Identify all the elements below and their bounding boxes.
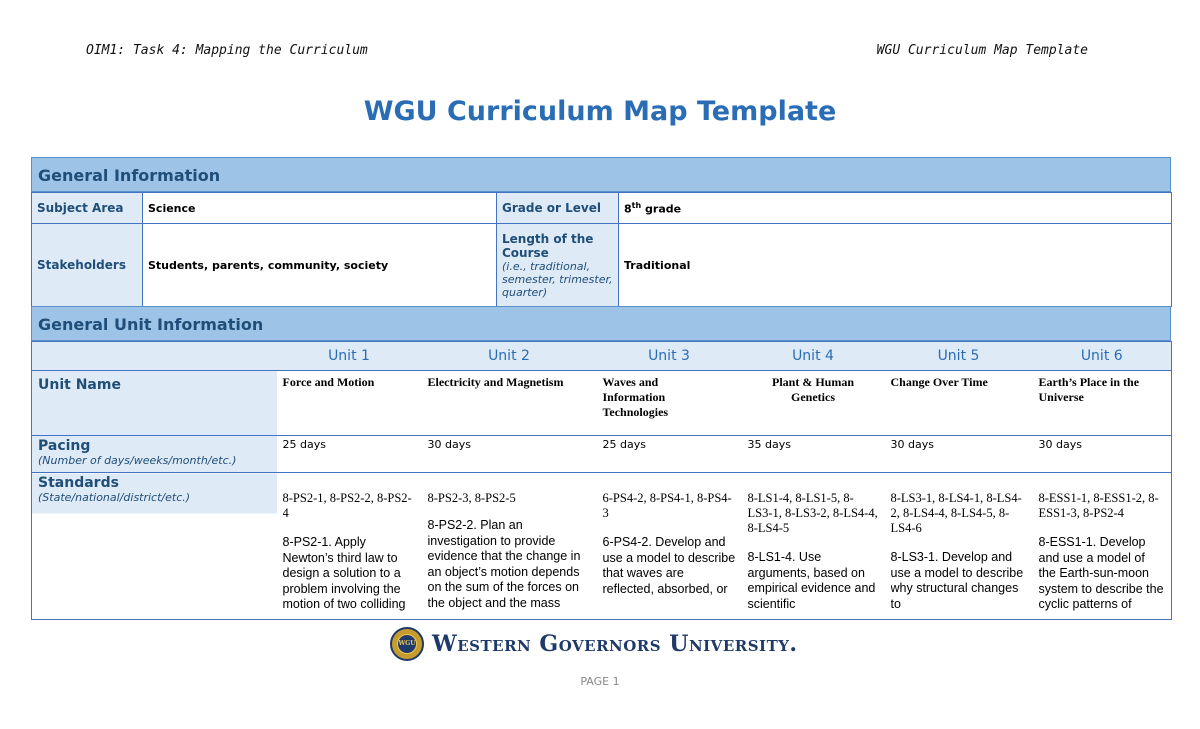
grade-level-label: Grade or Level <box>497 193 619 224</box>
unit-3-standards-description: 6-PS4-2. Develop and use a model to describe that waves are reflected, absorbed, or <box>602 535 736 596</box>
unit-1-name: Force and Motion <box>282 375 375 389</box>
wgu-wordmark: Western Governors University. <box>432 631 798 657</box>
subject-area-value: Science <box>143 193 497 224</box>
unit-5-standards-cell <box>885 473 1033 620</box>
general-unit-information-heading: General Unit Information <box>38 315 264 334</box>
unit-2-heading: Unit 2 <box>422 342 597 371</box>
unit-2-pacing: 30 days <box>427 438 471 451</box>
unit-3-name-cell <box>597 371 742 436</box>
unit-4-standards-description: 8-LS1-4. Use arguments, based on empirical evidence and scientific <box>747 550 876 611</box>
standards-row <box>32 473 1172 620</box>
unit-5-pacing-cell <box>885 436 1033 473</box>
length-of-course-sublabel: (i.e., traditional, semester, trimester, quarter) <box>502 259 613 299</box>
unit-3-heading: Unit 3 <box>597 342 742 371</box>
grade-level-value <box>619 193 1172 224</box>
unit-1-standards-codes: 8-PS2-1, 8-PS2-2, 8-PS2-4 <box>282 491 412 520</box>
unit-4-name-cell <box>742 371 885 436</box>
running-header-left: OIM1: Task 4: Mapping the Curriculum <box>86 43 368 58</box>
unit-4-standards-codes: 8-LS1-4, 8-LS1-5, 8-LS3-1, 8-LS3-2, 8-LS4-4, 8-LS4-5 <box>747 491 878 535</box>
unit-6-heading: Unit 6 <box>1033 342 1172 371</box>
unit-1-pacing-cell <box>277 436 422 473</box>
unit-2-name-cell <box>422 371 597 436</box>
grade-ordinal: th <box>631 200 642 210</box>
unit-2-standards-cell <box>422 473 597 620</box>
wgu-logo <box>390 627 798 663</box>
stakeholders-value: Students, parents, community, society <box>143 224 497 307</box>
stakeholders-label: Stakeholders <box>32 224 143 307</box>
unit-6-name: Earth’s Place in the Universe <box>1038 375 1140 404</box>
unit-6-standards-description: 8-ESS1-1. Develop and use a model of the Earth-sun-moon system to describe the cyclic patterns of <box>1038 535 1164 611</box>
unit-6-pacing-cell <box>1033 436 1172 473</box>
general-information-section-header <box>31 157 1171 192</box>
general-information-heading: General Information <box>38 166 221 185</box>
pacing-label-cell <box>32 436 277 473</box>
unit-6-standards-cell <box>1033 473 1172 620</box>
unit-3-name: Waves and Information Technologies <box>602 375 669 419</box>
unit-3-standards-codes: 6-PS4-2, 8-PS4-1, 8-PS4-3 <box>602 491 732 520</box>
wgu-seal-text: WGU <box>398 640 416 647</box>
wgu-seal-center <box>397 634 417 654</box>
pacing-sublabel: (Number of days/weeks/month/etc.) <box>38 454 237 467</box>
unit-name-label-cell <box>32 371 277 436</box>
unit-5-heading: Unit 5 <box>885 342 1033 371</box>
standards-label: Standards <box>38 475 119 491</box>
unit-1-heading: Unit 1 <box>277 342 422 371</box>
standards-sublabel: (State/national/district/etc.) <box>38 491 191 504</box>
unit-4-pacing: 35 days <box>747 438 791 451</box>
units-table <box>31 341 1172 620</box>
unit-2-standards-codes: 8-PS2-3, 8-PS2-5 <box>427 491 516 505</box>
unit-5-pacing: 30 days <box>890 438 934 451</box>
standards-label-cell <box>32 473 277 620</box>
unit-name-label: Unit Name <box>38 377 121 393</box>
general-unit-information-section-header <box>31 306 1171 341</box>
running-header-right: WGU Curriculum Map Template <box>876 43 1088 58</box>
unit-5-standards-description: 8-LS3-1. Develop and use a model to describe why structural changes to <box>890 550 1024 611</box>
unit-1-name-cell <box>277 371 422 436</box>
pacing-row <box>32 436 1172 473</box>
unit-5-standards-codes: 8-LS3-1, 8-LS4-1, 8-LS4-2, 8-LS4-4, 8-LS4-5, 8-LS4-6 <box>890 491 1022 535</box>
unit-name-row <box>32 371 1172 436</box>
pacing-label: Pacing <box>38 438 91 454</box>
page-number: PAGE 1 <box>580 675 620 688</box>
unit-3-standards-cell <box>597 473 742 620</box>
unit-2-name: Electricity and Magnetism <box>427 375 564 389</box>
length-of-course-label: Length of the Course <box>502 231 594 260</box>
unit-4-pacing-cell <box>742 436 885 473</box>
general-information-table <box>31 192 1172 307</box>
unit-6-standards-codes: 8-ESS1-1, 8-ESS1-2, 8-ESS1-3, 8-PS2-4 <box>1038 491 1159 520</box>
unit-4-standards-cell <box>742 473 885 620</box>
units-header-corner <box>32 342 277 371</box>
unit-4-name: Plant & Human Genetics <box>771 375 854 404</box>
wgu-seal-icon <box>390 627 424 661</box>
info-row-stakeholders <box>32 224 1172 307</box>
unit-1-standards-cell <box>277 473 422 620</box>
length-of-course-cell <box>497 224 619 307</box>
subject-area-label: Subject Area <box>32 193 143 224</box>
unit-3-pacing-cell <box>597 436 742 473</box>
units-header-row <box>32 342 1172 371</box>
unit-3-pacing: 25 days <box>602 438 646 451</box>
unit-1-pacing: 25 days <box>282 438 326 451</box>
unit-2-pacing-cell <box>422 436 597 473</box>
unit-5-name-cell <box>885 371 1033 436</box>
unit-6-pacing: 30 days <box>1038 438 1082 451</box>
unit-6-name-cell <box>1033 371 1172 436</box>
unit-2-standards-description: 8-PS2-2. Plan an investigation to provide evidence that the change in an object’s motion depends on the sum of the forces on the object and the mass <box>427 518 581 610</box>
unit-4-heading: Unit 4 <box>742 342 885 371</box>
info-row-subject <box>32 193 1172 224</box>
grade-number: 8 <box>624 202 632 216</box>
page-title: WGU Curriculum Map Template <box>363 96 837 127</box>
unit-1-standards-description: 8-PS2-1. Apply Newton’s third law to design a solution to a problem involving the motion of two colliding <box>282 535 406 611</box>
unit-5-name: Change Over Time <box>890 375 988 389</box>
length-of-course-value: Traditional <box>619 224 1172 307</box>
grade-suffix: grade <box>641 202 682 216</box>
